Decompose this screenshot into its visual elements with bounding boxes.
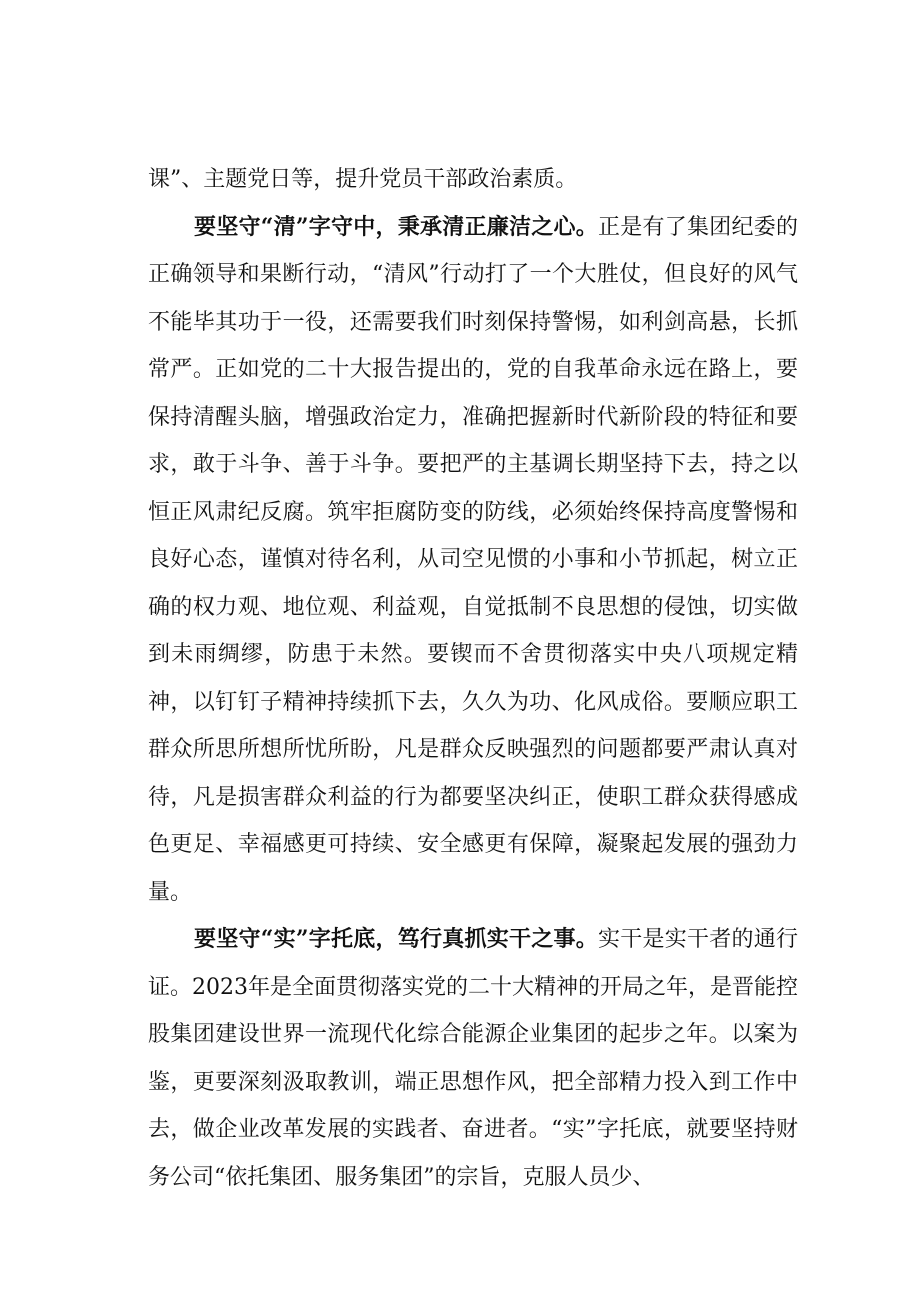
paragraph-lead-heading: 要坚守“实”字托底，笃行真抓实干之事。 (194, 926, 599, 952)
paragraph-text: 正是有了集团纪委的正确领导和果断行动，“清风”行动打了一个大胜仗，但良好的风气不能毕其功于一役，还需要我们时刻保持警惕，如利剑高悬，长抓常严。正如党的二十大报告提出的，党的自我革命永远在路上，要保持清醒头脑，增强政治定力，准确把握新时代新阶段的特征和要求，敢于斗争、善于斗争。要把严的主基调长期坚持下去，持之以恒正风肃纪反腐。筑牢拒腐防变的防线，必须始终保持高度警惕和良好心态，谨慎对待名利，从司空见惯的小事和小节抓起，树立正确的权力观、地位观、利益观，自觉抵制不良思想的侵蚀，切实做到未雨绸缪，防患于未然。要锲而不舍贯彻落实中央八项规定精神，以钉钉子精神持续抓下去，久久为功、化风成俗。要顺应职工群众所思所想所忧所盼，凡是群众反映强烈的问题都要严肃认真对待，凡是损害群众利益的行为都要坚决纠正，使职工群众获得感成色更足、幸福感更可持续、安全感更有保障，凝聚起发展的强劲力量。 (148, 214, 798, 905)
paragraph-shi (148, 916, 798, 1201)
paragraph-text: 实干是实干者的通行证。2023年是全面贯彻落实党的二十大精神的开局之年，是晋能控股集团建设世界一流现代化综合能源企业集团的起步之年。以案为鉴，更要深刻汲取教训，端正思想作风，把全部精力投入到工作中去，做企业改革发展的实践者、奋进者。“实”字托底，就要坚持财务公司“依托集团、服务集团”的宗旨，克服人员少、 (148, 927, 798, 1190)
paragraph-text: 课”、主题党日等，提升党员干部政治素质。 (148, 167, 578, 192)
paragraph-lead-heading: 要坚守“清”字守中，秉承清正廉洁之心。 (194, 213, 599, 240)
document-body (148, 156, 798, 1201)
paragraph-qing (148, 204, 798, 917)
paragraph-continuation (148, 156, 798, 204)
